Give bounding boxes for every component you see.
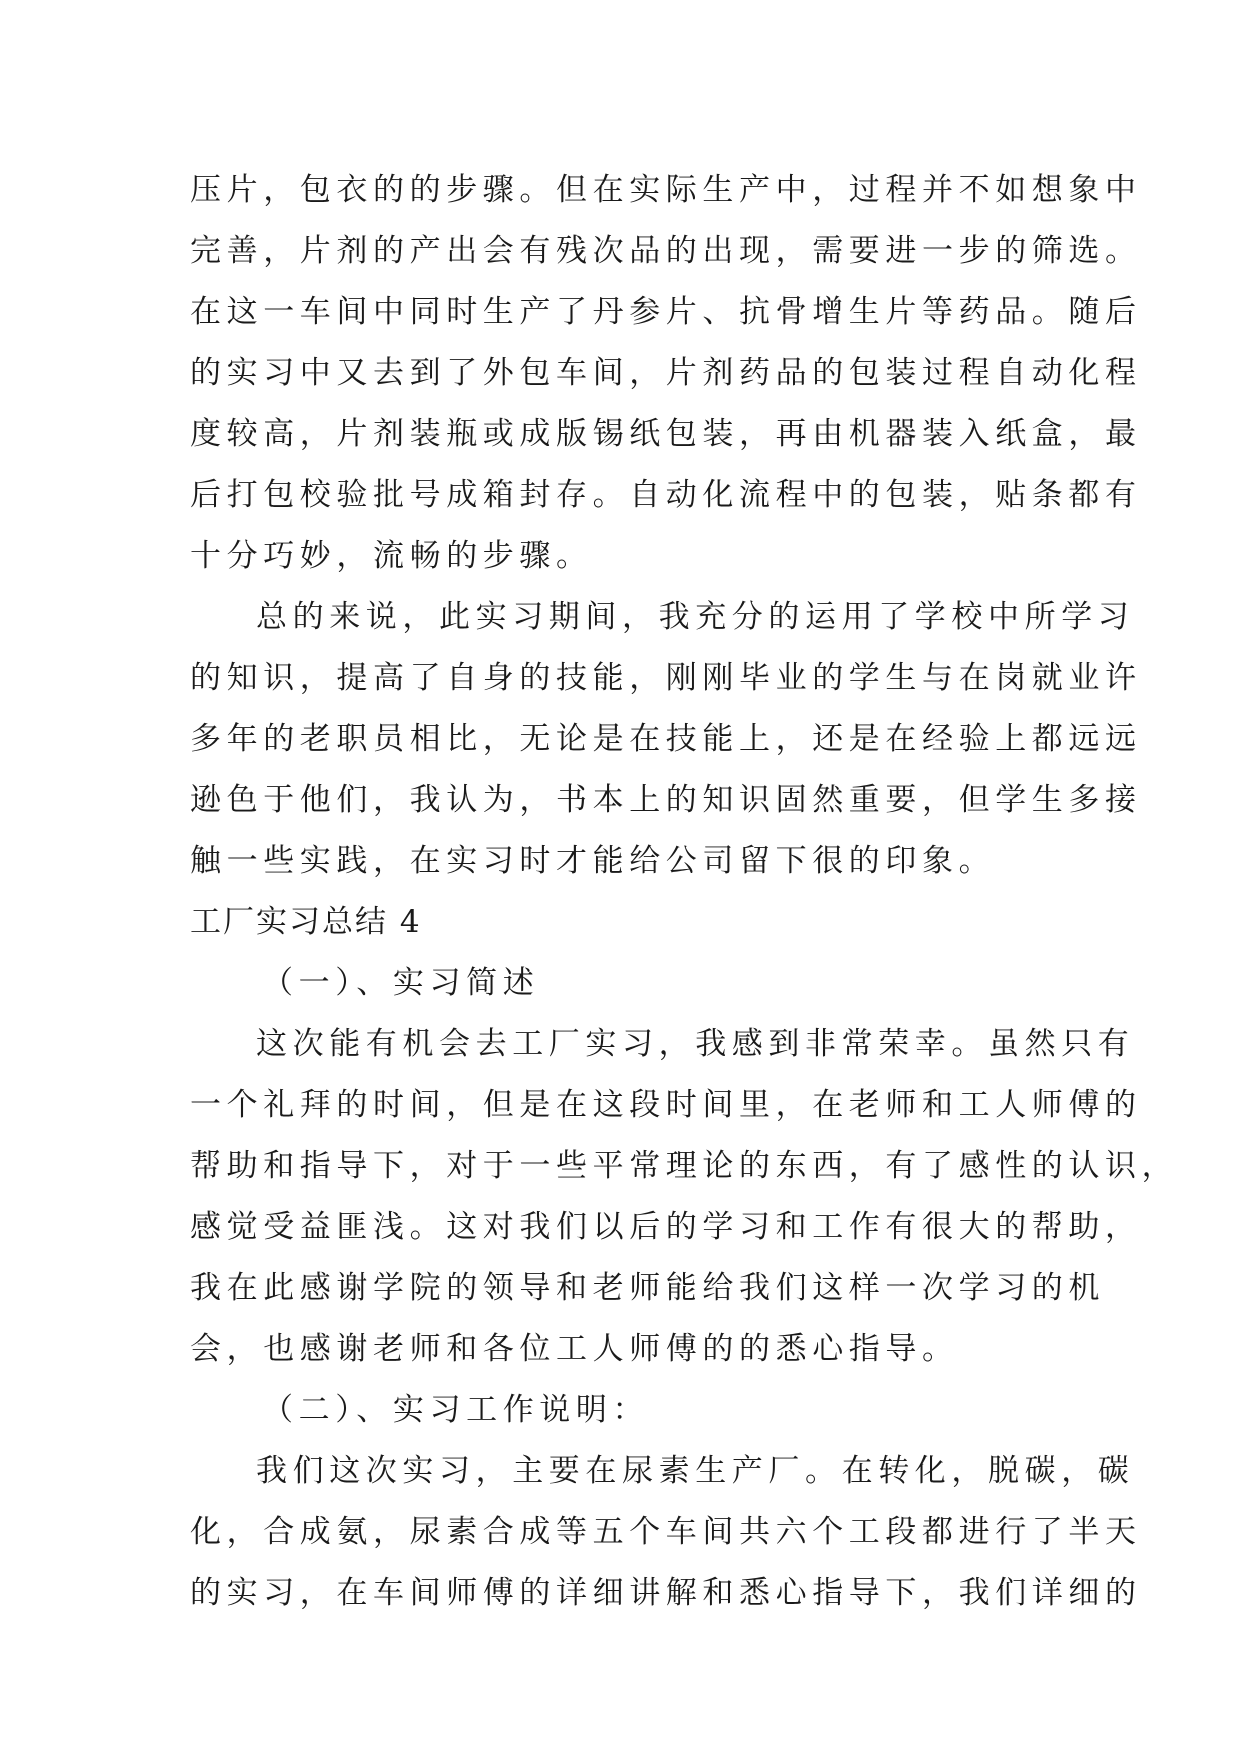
paragraph-line: 会，也感谢老师和各位工人师傅的的悉心指导。 bbox=[190, 1331, 959, 1367]
paragraph-line: 十分巧妙，流畅的步骤。 bbox=[190, 538, 593, 574]
paragraph-line: 压片，包衣的的步骤。但在实际生产中，过程并不如想象中 bbox=[190, 172, 1142, 208]
subsection-heading: （二）、实习工作说明： bbox=[262, 1392, 650, 1428]
paragraph-line: 在这一车间中同时生产了丹参片、抗骨增生片等药品。随后 bbox=[190, 294, 1142, 330]
paragraph-line: 化，合成氨，尿素合成等五个车间共六个工段都进行了半天 bbox=[190, 1514, 1142, 1550]
document-body bbox=[190, 160, 1179, 1624]
paragraph-line: 帮助和指导下，对于一些平常理论的东西，有了感性的认识， bbox=[190, 1148, 1179, 1184]
paragraph-line: 我在此感谢学院的领导和老师能给我们这样一次学习的机 bbox=[190, 1270, 1105, 1306]
paragraph-line: 这次能有机会去工厂实习，我感到非常荣幸。虽然只有 bbox=[256, 1026, 1135, 1062]
paragraph-line: 一个礼拜的时间，但是在这段时间里，在老师和工人师傅的 bbox=[190, 1087, 1142, 1123]
paragraph-line: 我们这次实习，主要在尿素生产厂。在转化，脱碳，碳 bbox=[256, 1453, 1135, 1489]
paragraph-line: 触一些实践，在实习时才能给公司留下很的印象。 bbox=[190, 843, 996, 879]
paragraph-line: 多年的老职员相比，无论是在技能上，还是在经验上都远远 bbox=[190, 721, 1142, 757]
paragraph-line: 总的来说，此实习期间，我充分的运用了学校中所学习 bbox=[256, 599, 1135, 635]
section-title: 工厂实习总结 4 bbox=[190, 904, 422, 940]
paragraph-line: 的实习，在车间师傅的详细讲解和悉心指导下，我们详细的 bbox=[190, 1575, 1142, 1611]
paragraph-line: 后打包校验批号成箱封存。自动化流程中的包装，贴条都有 bbox=[190, 477, 1142, 513]
paragraph-line: 完善，片剂的产出会有残次品的出现，需要进一步的筛选。 bbox=[190, 233, 1142, 269]
paragraph-line: 度较高，片剂装瓶或成版锡纸包装，再由机器装入纸盒，最 bbox=[190, 416, 1142, 452]
paragraph-line: 感觉受益匪浅。这对我们以后的学习和工作有很大的帮助， bbox=[190, 1209, 1142, 1245]
paragraph-line: 的实习中又去到了外包车间，片剂药品的包装过程自动化程 bbox=[190, 355, 1142, 391]
paragraph-line: 逊色于他们，我认为，书本上的知识固然重要，但学生多接 bbox=[190, 782, 1142, 818]
paragraph-line: 的知识，提高了自身的技能，刚刚毕业的学生与在岗就业许 bbox=[190, 660, 1142, 696]
subsection-heading: （一）、实习简述 bbox=[262, 965, 540, 1001]
